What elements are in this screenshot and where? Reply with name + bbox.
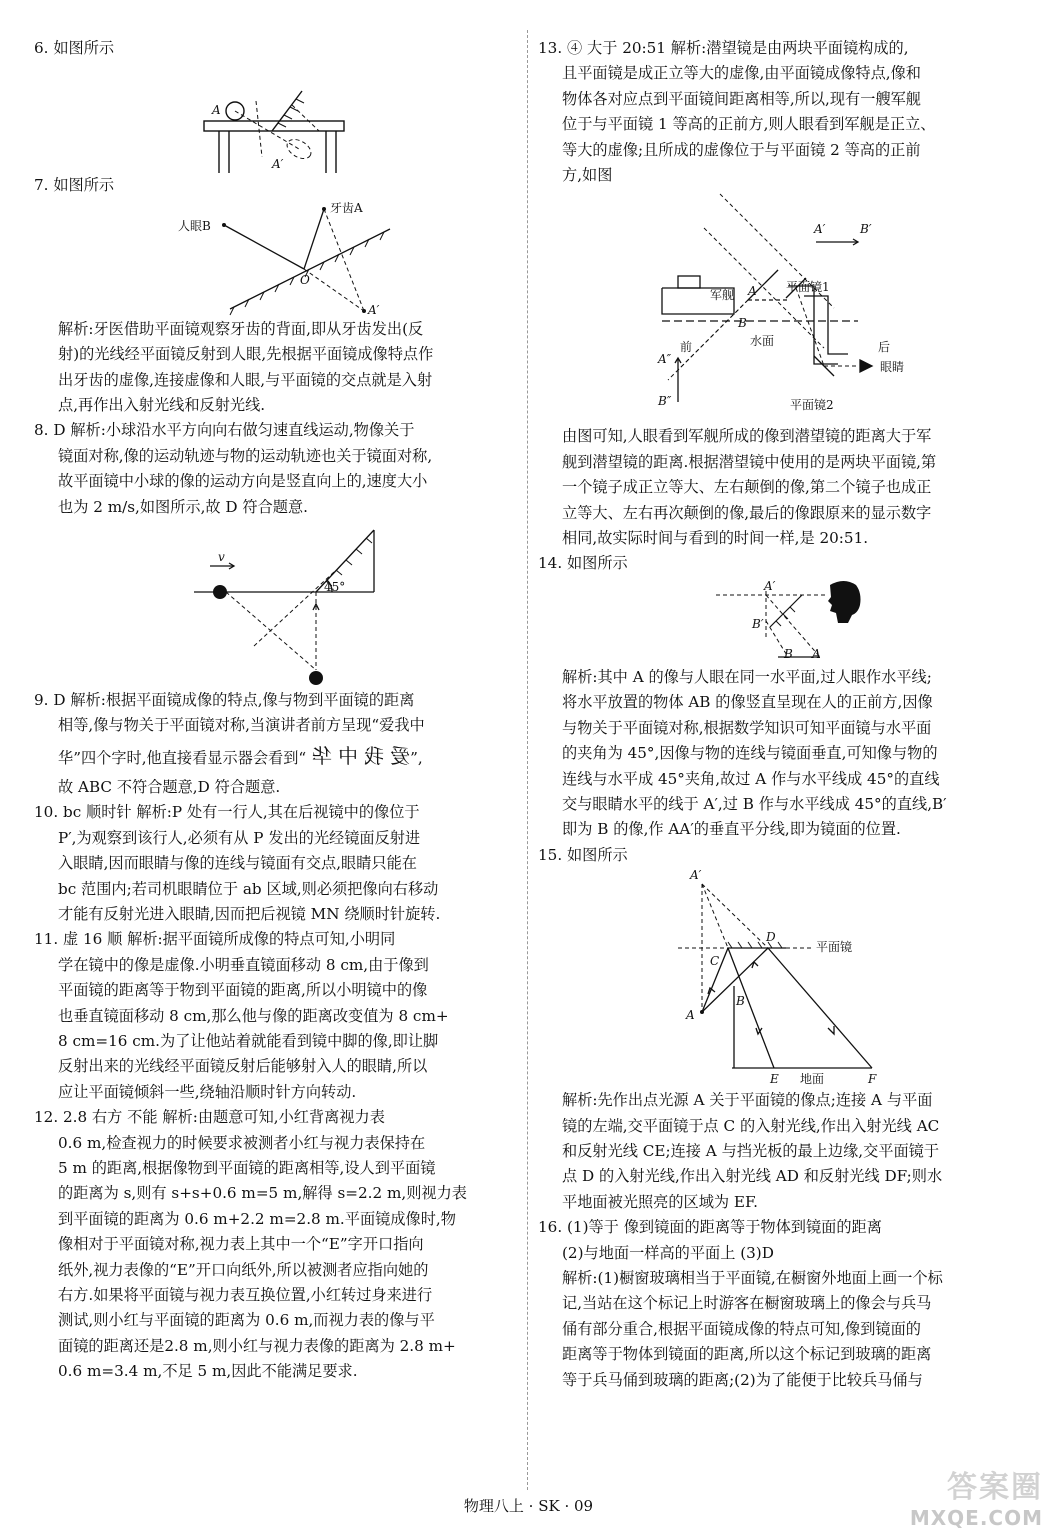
q11-answer	[34, 927, 520, 1105]
q13-label-mirror2: 平面镜2	[790, 398, 834, 413]
q7-line: 点,再作出入射光线和反射光线.	[58, 396, 266, 415]
q13-line: 等大的虚像;且所成的虚像位于与平面镜 2 等高的正前	[562, 140, 921, 159]
q10-answer	[34, 800, 520, 927]
q8-line: 镜面对称,像的运动轨迹与物的运动轨迹也关于镜面对称,	[58, 446, 433, 465]
q11-line: 学在镜中的像是虚像.小明垂直镜面移动 8 cm,由于像到	[58, 955, 429, 974]
q13-line: 方,如图	[562, 166, 613, 185]
q12-line: 0.6 m,检查视力的时候要求被测者小红与视力表保持在	[58, 1133, 426, 1152]
q14-line: 将水平放置的物体 AB 的像竖直呈现在人的正前方,因像	[562, 693, 933, 712]
q13-answer	[538, 36, 1008, 188]
q15-line: 和反射光线 CE;连接 A 与挡光板的最上边缘,交平面镜于	[562, 1141, 940, 1160]
q15-label-e: E	[770, 1072, 779, 1087]
q13-label-water: 水面	[750, 334, 775, 349]
q15-figure	[538, 868, 1008, 1088]
q12-line: 像相对于平面镜对称,视力表上其中一个“E”字开口指向	[58, 1235, 424, 1254]
q14-line: 交与眼睛水平的线于 A′,过 B 作与水平线成 45°的直线,B′	[562, 794, 947, 813]
q13-label-front: 前	[680, 340, 693, 355]
q16-answer	[538, 1215, 1008, 1393]
q14-figure	[538, 577, 1008, 665]
q9-text: ”,	[410, 748, 423, 767]
q12-line: 到平面镜的距离为 0.6 m+2.2 m=2.8 m.平面镜成像时,物	[58, 1209, 456, 1228]
q8-answer	[34, 418, 520, 520]
q9-line: 故 ABC 不符合题意,D 符合题意.	[58, 777, 281, 796]
q12-line: 纸外,视力表像的“E”开口向纸外,所以被测者应指向她的	[58, 1260, 429, 1279]
q13-label-back: 后	[878, 340, 891, 355]
q7-label-eye: 人眼B	[178, 218, 211, 233]
q15-label-a: A	[686, 1008, 695, 1023]
q7-line: 射)的光线经平面镜反射到人眼,先根据平面镜成像特点作	[58, 345, 434, 364]
q13-line: 相同,故实际时间与看到的时间一样,是 20:51.	[562, 529, 869, 548]
q11-line: 也垂直镜面移动 8 cm,那么他与像的距离改变值为 8 cm+	[58, 1006, 449, 1025]
q11-line: 应让平面镜倾斜一些,绕轴沿顺时针方向转动.	[58, 1082, 357, 1101]
column-divider	[527, 30, 528, 1490]
q15-label-d: D	[766, 930, 776, 945]
q12-answer	[34, 1105, 520, 1384]
q10-line: 10. bc 顺时针 解析:P 处有一行人,其在后视镜中的像位于	[34, 803, 420, 822]
q13-label-a-prime: A′	[814, 222, 826, 237]
q8-label-v: v	[218, 550, 225, 565]
q15-label-b: B	[736, 994, 745, 1009]
q13-label-a: A	[748, 284, 757, 299]
q13-periscope-diagram	[538, 188, 1008, 424]
q16-line: 记,当站在这个标记上时游客在橱窗玻璃上的像会与兵马	[562, 1294, 932, 1313]
q15-line: 点 D 的入射光线,作出入射光线 AD 和反射光线 DF;则水	[562, 1167, 943, 1186]
q14-label-b-prime: B′	[752, 616, 764, 631]
q15-label-c: C	[710, 954, 720, 969]
q8-line: 也为 2 m/s,如图所示,故 D 符合题意.	[58, 497, 309, 516]
q13-label-eye: 眼睛	[880, 360, 905, 375]
q13-line: 舰到潜望镜的距离.根据潜望镜中使用的是两块平面镜,第	[562, 452, 937, 471]
q11-line: 11. 虚 16 顺 解析:据平面镜所成像的特点可知,小明同	[34, 930, 396, 949]
q10-line: 才能有反射光进入眼睛,因而把后视镜 MN 绕顺时针旋转.	[58, 904, 441, 923]
q13-label-mirror1: 平面镜1	[786, 280, 830, 295]
q8-line: 故平面镜中小球的像的运动方向是竖直向上的,速度大小	[58, 472, 428, 491]
q6-label-a: A	[212, 103, 221, 118]
q7-dental-mirror-diagram	[34, 199, 520, 317]
q7-figure	[34, 199, 520, 317]
q14-line: 即为 B 的像,作 AA′的垂直平分线,即为镜面的位置.	[562, 820, 901, 839]
q7-label-o: O	[300, 272, 310, 287]
q14-line: 连线与水平成 45°夹角,故过 A 作与水平线成 45°的直线	[562, 769, 940, 788]
q10-line: bc 范围内;若司机眼睛位于 ab 区域,则必须把像向右移动	[58, 879, 439, 898]
left-column	[34, 36, 520, 1385]
q12-line: 右方.如果将平面镜与视力表互换位置,小红转过身来进行	[58, 1286, 433, 1304]
q15-line: 镜的左端,交平面镜于点 C 的入射光线,作出入射光线 AC	[562, 1116, 940, 1135]
q9-line: 相等,像与物关于平面镜对称,当演讲者前方呈现“爱我中	[58, 716, 425, 735]
q11-line: 反射出来的光线经平面镜反射后能够射入人的眼睛,所以	[58, 1057, 428, 1076]
q13-line: 立等大、左右再次颠倒的像,最后的像跟原来的显示数字	[562, 503, 932, 522]
q9-text: 华”四个字时,他直接看显示器会看到“	[58, 748, 307, 767]
q8-line: 8. D 解析:小球沿水平方向向右做匀速直线运动,物像关于	[34, 421, 415, 440]
q14-label-a: A	[812, 646, 821, 661]
q7-heading: 7. 如图所示	[34, 176, 115, 195]
page-footer: 物理八上 · SK · 09	[463, 1497, 594, 1515]
q16-line: 16. (1)等于 像到镜面的距离等于物体到镜面的距离	[538, 1218, 882, 1237]
q9-line-3	[34, 739, 520, 775]
q13-label-b-prime: B′	[860, 222, 872, 237]
q14-line: 解析:其中 A 的像与人眼在同一水平面,过人眼作水平线;	[562, 667, 932, 686]
q13-line: 位于与平面镜 1 等高的正前方,则人眼看到军舰是正立、	[562, 115, 936, 134]
q10-line: 入眼睛,因而眼睛与像的连线与镜面有交点,眼睛只能在	[58, 854, 417, 873]
q15-light-source-diagram	[538, 868, 1008, 1088]
q7-analysis	[34, 317, 520, 419]
q15-label-mirror: 平面镜	[816, 940, 853, 955]
q10-line: P′,为观察到该行人,必须有从 P 发出的光经镜面反射进	[58, 828, 421, 847]
watermark-bottom: MXQE.COM	[909, 1506, 1043, 1530]
q12-line: 5 m 的距离,根据像物到平面镜的距离相等,设人到平面镜	[58, 1158, 436, 1177]
q12-line: 0.6 m=3.4 m,不足 5 m,因此不能满足要求.	[58, 1362, 358, 1381]
q15-label-ground: 地面	[800, 1072, 825, 1087]
q16-line: 解析:(1)橱窗玻璃相当于平面镜,在橱窗外地面上画一个标	[562, 1268, 943, 1287]
q11-line: 8 cm=16 cm.为了让他站着就能看到镜中脚的像,即让脚	[58, 1031, 439, 1050]
q14-heading: 14. 如图所示	[538, 554, 628, 573]
q16-line: 俑有部分重合,根据平面镜成像的特点可知,像到镜面的	[562, 1319, 921, 1338]
q13-line: 一个镜子成正立等大、左右颠倒的像,第二个镜子也成正	[562, 478, 932, 497]
q9-answer	[34, 688, 520, 800]
q14-analysis	[538, 665, 1008, 843]
q6-label-a-prime: A′	[272, 157, 284, 172]
q13-line: 且平面镜是成正立等大的虚像,由平面镜成像特点,像和	[562, 64, 921, 83]
q15-label-f: F	[868, 1072, 877, 1087]
q12-line: 测试,则小红与平面镜的距离为 0.6 m,而视力表的像与平	[58, 1311, 435, 1330]
q6-figure	[34, 61, 520, 173]
q13-line: 由图可知,人眼看到军舰所成的像到潜望镜的距离大于军	[562, 427, 932, 446]
q7-line: 出牙齿的虚像,连接虚像和人眼,与平面镜的交点就是入射	[58, 370, 433, 389]
q13-label-a-dprime: A″	[658, 352, 672, 367]
q14-label-b: B	[784, 646, 793, 661]
q15-heading: 15. 如图所示	[538, 845, 628, 864]
q7-line: 解析:牙医借助平面镜观察牙齿的背面,即从牙齿发出(反	[58, 319, 424, 338]
q8-label-angle: 45°	[324, 580, 346, 595]
q13-label-b: B	[738, 316, 747, 331]
right-column	[538, 36, 1008, 1393]
q13-label-b-dprime: B″	[658, 394, 672, 409]
q11-line: 平面镜的距离等于物到平面镜的距离,所以小明镜中的像	[58, 981, 428, 1000]
q12-line: 的距离为 s,则有 s+s+0.6 m=5 m,解得 s=2.2 m,则视力表	[58, 1184, 467, 1203]
q8-ball-mirror-diagram	[34, 520, 520, 688]
q15-label-a-prime: A′	[690, 868, 702, 883]
q13-label-ship: 军舰	[710, 288, 735, 303]
q13-conclusion	[538, 424, 1008, 551]
q15-line: 解析:先作出点光源 A 关于平面镜的像点;连接 A 与平面	[562, 1091, 933, 1110]
q13-line: 物体各对应点到平面镜间距离相等,所以,现有一艘军舰	[562, 89, 921, 108]
q15-line: 平地面被光照亮的区域为 EF.	[562, 1192, 758, 1211]
q9-mirrored-text: 爱我中华	[306, 743, 411, 768]
q7-label-a-prime: A′	[368, 302, 380, 317]
q14-line: 的夹角为 45°,因像与物的连线与镜面垂直,可知像与物的	[562, 744, 938, 763]
q12-line: 12. 2.8 右方 不能 解析:由题意可知,小红背离视力表	[34, 1108, 385, 1127]
q9-line: 9. D 解析:根据平面镜成像的特点,像与物到平面镜的距离	[34, 691, 415, 710]
q14-label-a-prime: A′	[764, 578, 776, 593]
q16-line: 距离等于物体到镜面的距离,所以这个标记到玻璃的距离	[562, 1345, 932, 1364]
q14-line: 与物关于平面镜对称,根据数学知识可知平面镜与水平面	[562, 718, 932, 737]
q8-figure	[34, 520, 520, 688]
q13-line: 13. ④ 大于 20:51 解析:潜望镜是由两块平面镜构成的,	[538, 39, 909, 57]
q7-label-tooth: 牙齿A	[330, 200, 363, 215]
q12-line: 面镜的距离还是2.8 m,则小红与视力表像的距离为 2.8 m+	[58, 1336, 456, 1355]
q16-line: (2)与地面一样高的平面上 (3)D	[562, 1243, 774, 1262]
q6-heading: 6. 如图所示	[34, 39, 115, 57]
q16-line: 等于兵马俑到玻璃的距离;(2)为了能便于比较兵马俑与	[562, 1370, 923, 1389]
watermark	[910, 1462, 1043, 1530]
watermark-top: 答案圈	[947, 1470, 1043, 1505]
q15-analysis	[538, 1088, 1008, 1215]
q13-figure	[538, 188, 1008, 424]
